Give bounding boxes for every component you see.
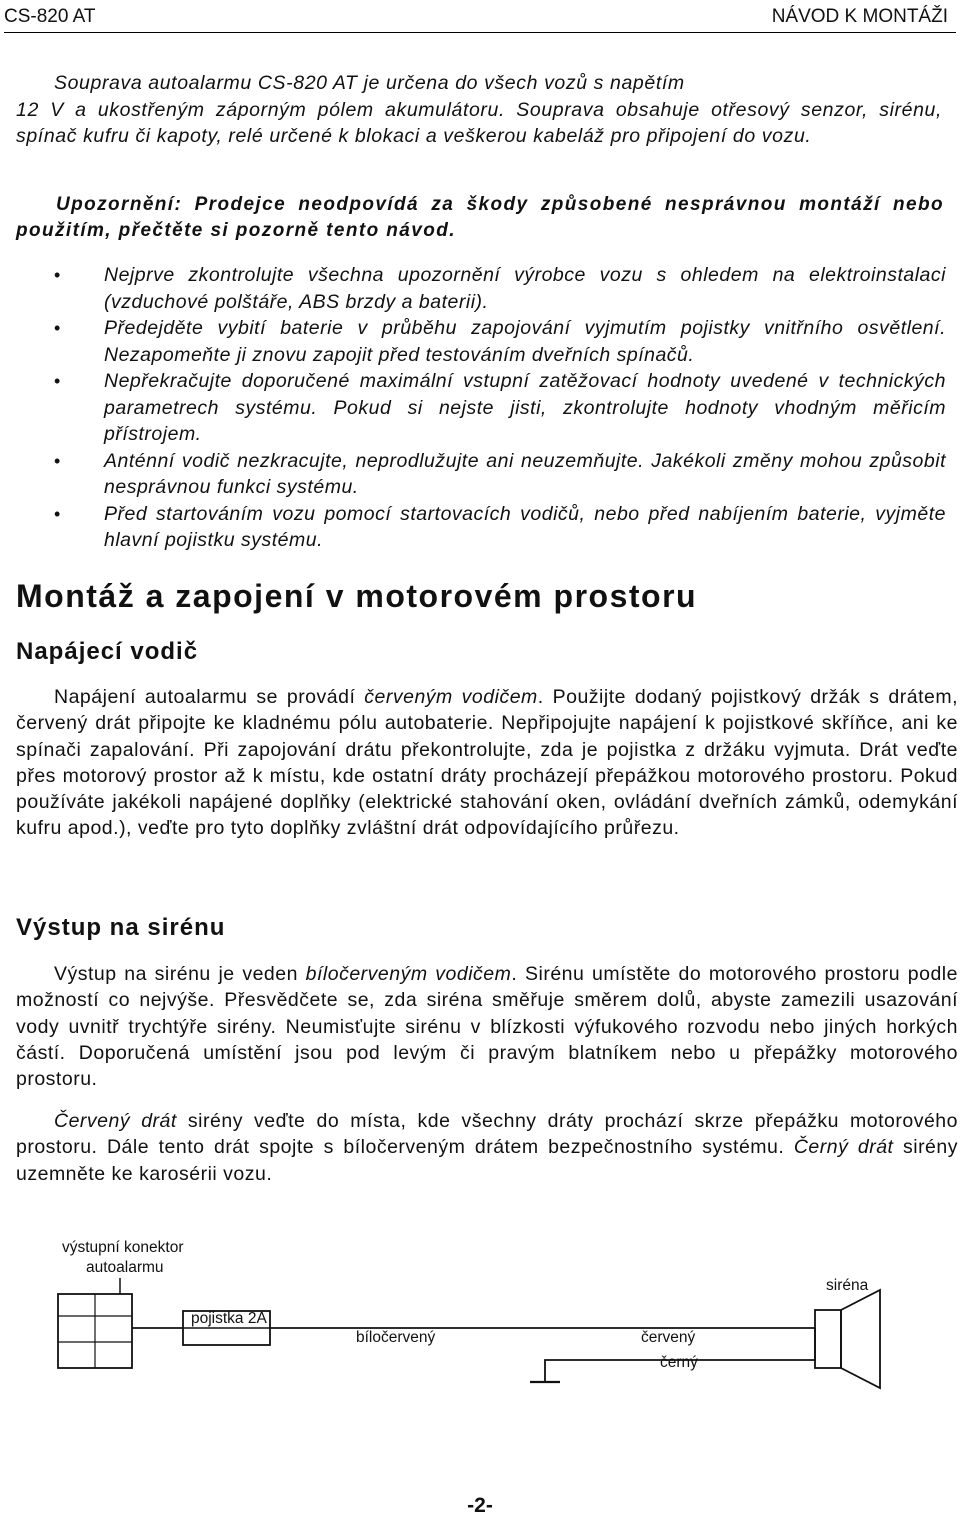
list-item: • Předejděte vybití baterie v průběhu zapojování vyjmutím pojistky vnitřního osvětlení. Nezapomeňte ji znovu zapojit před testováním dveřních spínačů. xyxy=(54,317,946,366)
intro-lead: Souprava autoalarmu CS-820 AT je určena do všech vozů s napětím xyxy=(54,72,685,94)
page-number: -2- xyxy=(467,1494,493,1517)
power-paragraph: Napájení autoalarmu se provádí červeným vodičem. Použijte dodaný pojistkový držák s drátem, červený drát připojte ke kladnému pólu autobaterie. Nepřipojujte napájení k pojistkové skříňce, ani ke spínači zapalování. Při zapojování drátu překontrolujte, zda je pojistka z držáku vyjmuta. Drát veďte přes motorový prostor až k místu, kde ostatní dráty procházejí přepážkou motorového prostoru. Pokud používáte jakékoli napájené doplňky (elektrické stahování oken, ovládání dveřních zámků, odemykání kufru apod.), veďte pro tyto doplňky zvláštní drát odpovídajícího průřezu. xyxy=(16,686,958,840)
list-item: • Nejprve zkontrolujte všechna upozornění výrobce vozu s ohledem na elektroinstalaci (vzduchové polštáře, ABS brzdy a baterii). xyxy=(54,264,946,313)
bullet-icon: • xyxy=(54,503,61,524)
siren-paragraph-2: Červený drát sirény veďte do místa, kde všechny dráty prochází skrze přepážku motorového prostoru. Dále tento drát spojte s bíločerveným drátem bezpečnostního systému. Černý drát sirény uzemněte ke karosérii vozu. xyxy=(16,1110,958,1185)
list-item: • Nepřekračujte doporučené maximální vstupní zatěžovací hodnoty uvedené v technických parametrech systému. Pokud si nejste jisti, zkontrolujte hodnoty vhodným měřicím přístrojem. xyxy=(54,370,946,445)
bullet-icon: • xyxy=(54,450,61,471)
intro-paragraph xyxy=(16,70,942,150)
bullet-icon: • xyxy=(54,265,61,285)
header-model: CS-820 AT xyxy=(4,6,96,27)
black-wire-label: černý xyxy=(660,1354,698,1371)
page-header xyxy=(4,6,956,33)
list-item: • Před startováním vozu pomocí startovacích vodičů, nebo před nabíjením baterie, vyjměte hlavní pojistku systému. xyxy=(54,502,946,551)
connector-label-2: autoalarmu xyxy=(86,1259,164,1276)
siren-label: siréna xyxy=(826,1277,869,1294)
bullet-icon: • xyxy=(54,318,61,338)
warning-paragraph: Upozornění: Prodejce neodpovídá za škody způsobené nesprávnou montáží nebo použitím, přečtěte si pozorně tento návod. xyxy=(16,194,944,241)
intro-rest: 12 V a ukostřeným záporným pólem akumulátoru. Souprava obsahuje otřesový senzor, sirénu, spínač kufru či kapoty, relé určené k blokaci a veškerou kabeláž pro připojení do vozu. xyxy=(16,98,942,147)
caution-list xyxy=(16,262,946,554)
siren-title: Výstup na sirénu xyxy=(16,914,226,941)
header-title: NÁVOD K MONTÁŽI xyxy=(771,6,948,27)
connector-label-1: výstupní konektor xyxy=(62,1239,184,1256)
fuse-label: pojistka 2A xyxy=(191,1310,267,1327)
red-wire-label: červený xyxy=(641,1329,696,1346)
wiring-diagram xyxy=(0,1220,960,1420)
siren-horn-icon xyxy=(841,1290,880,1388)
wire-label: bíločervený xyxy=(356,1329,436,1346)
list-item: • Anténní vodič nezkracujte, neprodlužujte ani neuzemňujte. Jakékoli změny mohou způsobit nesprávnou funkci systému. xyxy=(54,449,946,498)
power-title: Napájecí vodič xyxy=(16,638,199,665)
siren-body-icon xyxy=(815,1310,841,1368)
section-title: Montáž a zapojení v motorovém prostoru xyxy=(16,578,698,614)
bullet-icon: • xyxy=(54,371,61,391)
siren-paragraph-1: Výstup na sirénu je veden bíločerveným vodičem. Sirénu umístěte do motorového prostoru podle možností co nejvýše. Přesvědčete se, zda siréna směřuje směrem dolů, abyste zamezili usazování vody uvnitř trychtýře sirény. Neumisťujte sirénu v blízkosti výfukového rozvodu nebo jiných horkých částí. Doporučená umístění jsou pod levým či pravým blatníkem nebo u přepážky motorového prostoru. xyxy=(16,963,958,1091)
